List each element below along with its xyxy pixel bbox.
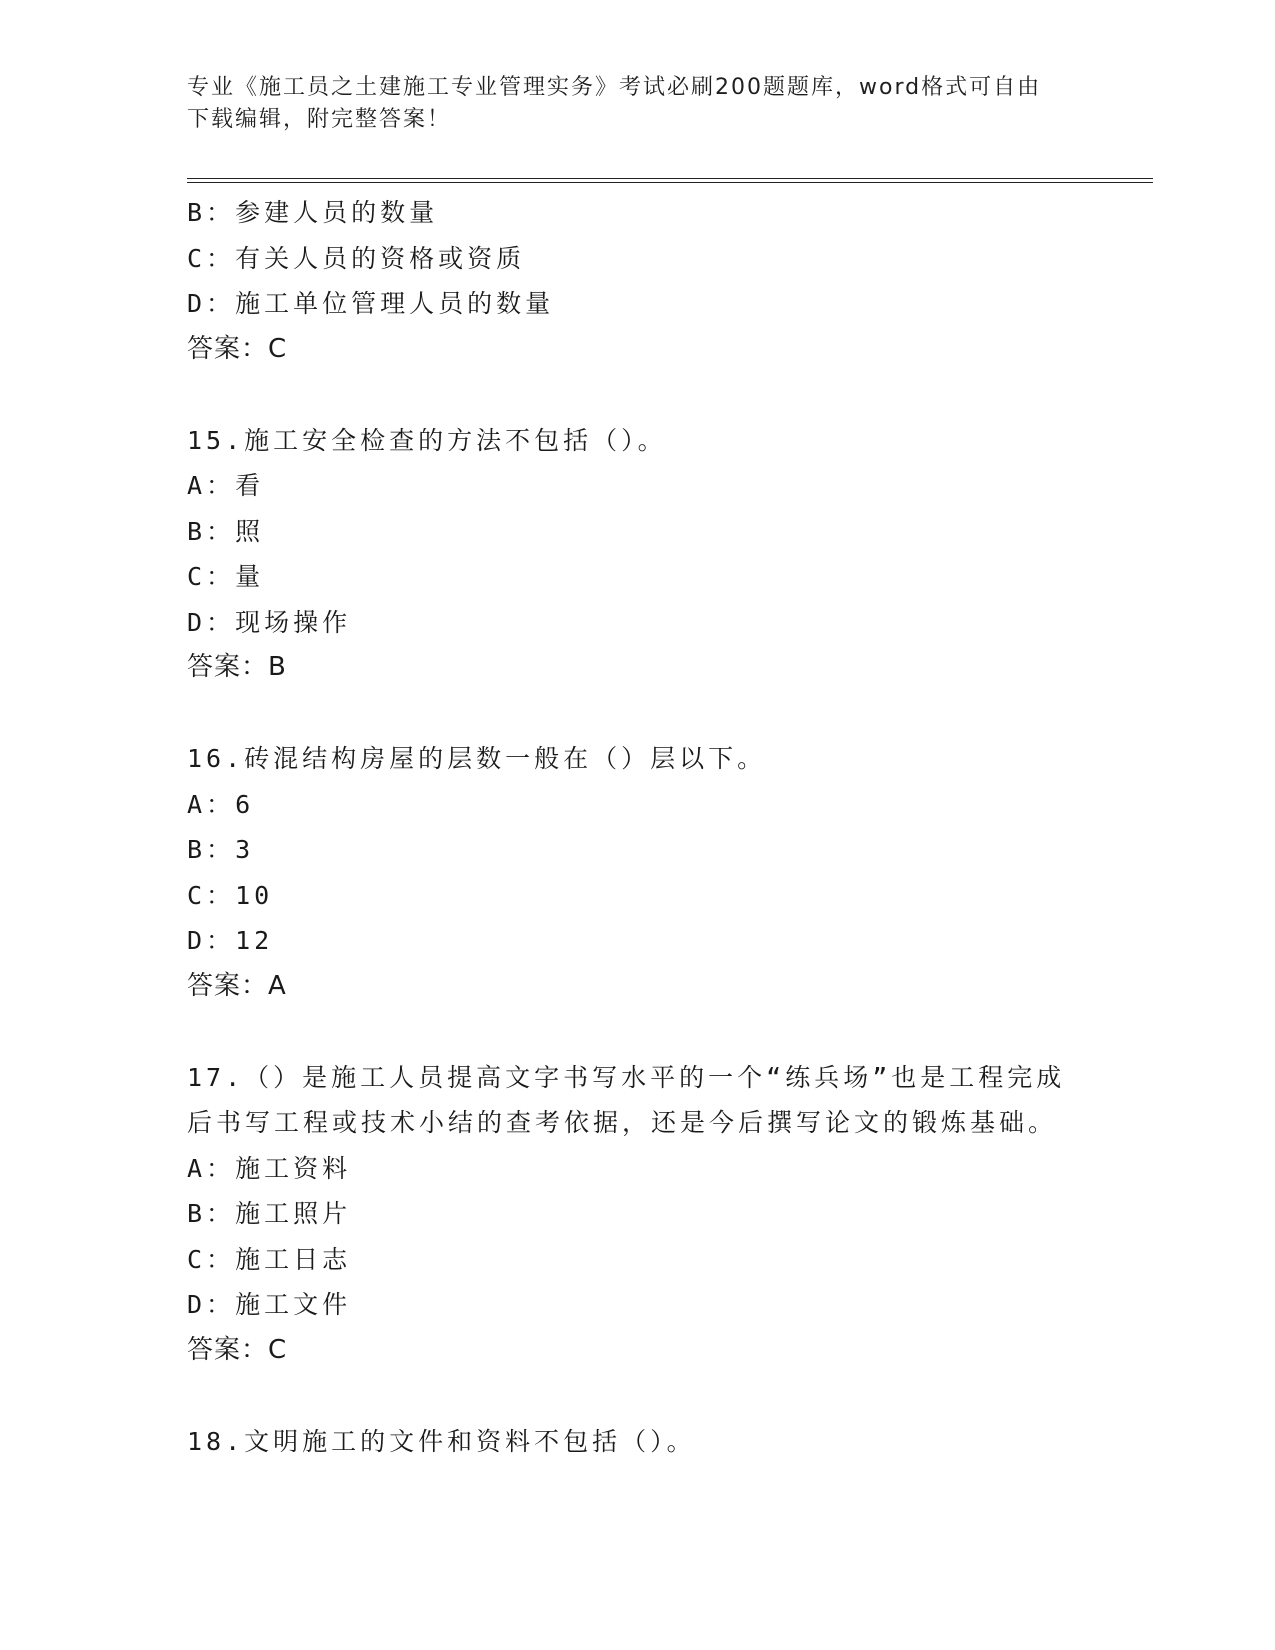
option-b: B：照	[187, 516, 265, 546]
question-14-continued	[187, 190, 1147, 372]
header-divider	[187, 178, 1153, 183]
option-d: D：施工文件	[187, 1290, 352, 1319]
option-c: C：10	[187, 880, 274, 910]
question-15	[187, 418, 1147, 691]
question-stem-line-1: 17.（）是施工人员提高文字书写水平的一个“练兵场”也是工程完成	[187, 1062, 1066, 1092]
header-line-2: 下载编辑，附完整答案！	[187, 107, 452, 132]
answer: 答案：C	[187, 333, 288, 364]
option-b: B：3	[187, 835, 255, 864]
question-18	[187, 1419, 1147, 1465]
question-stem: 15.施工安全检查的方法不包括（）。	[187, 425, 667, 455]
option-d: D：施工单位管理人员的数量	[187, 289, 555, 318]
question-stem: 18.文明施工的文件和资料不包括（）。	[187, 1426, 696, 1456]
option-b: B：施工照片	[187, 1199, 352, 1228]
question-list	[187, 190, 1147, 1464]
answer: 答案：C	[187, 1334, 288, 1365]
option-d: D：现场操作	[187, 607, 352, 637]
answer: 答案：B	[187, 652, 287, 682]
option-a: A：6	[187, 789, 255, 819]
option-a: A：看	[187, 471, 265, 500]
header-line-1: 专业《施工员之土建施工专业管理实务》考试必刷200题题库，word格式可自由	[187, 75, 1042, 100]
answer: 答案：A	[187, 970, 287, 1001]
option-c: C：量	[187, 562, 265, 591]
question-17	[187, 1055, 1147, 1374]
option-a: A：施工资料	[187, 1153, 352, 1183]
document-header	[187, 72, 1067, 136]
option-c: C：有关人员的资格或资质	[187, 243, 526, 273]
question-16	[187, 736, 1147, 1009]
question-stem: 16.砖混结构房屋的层数一般在（）层以下。	[187, 744, 767, 773]
option-b: B：参建人员的数量	[187, 198, 439, 227]
question-stem-line-2: 后书写工程或技术小结的查考依据，还是今后撰写论文的锻炼基础。	[187, 1108, 1058, 1137]
option-d: D：12	[187, 926, 274, 955]
option-c: C：施工日志	[187, 1244, 352, 1274]
